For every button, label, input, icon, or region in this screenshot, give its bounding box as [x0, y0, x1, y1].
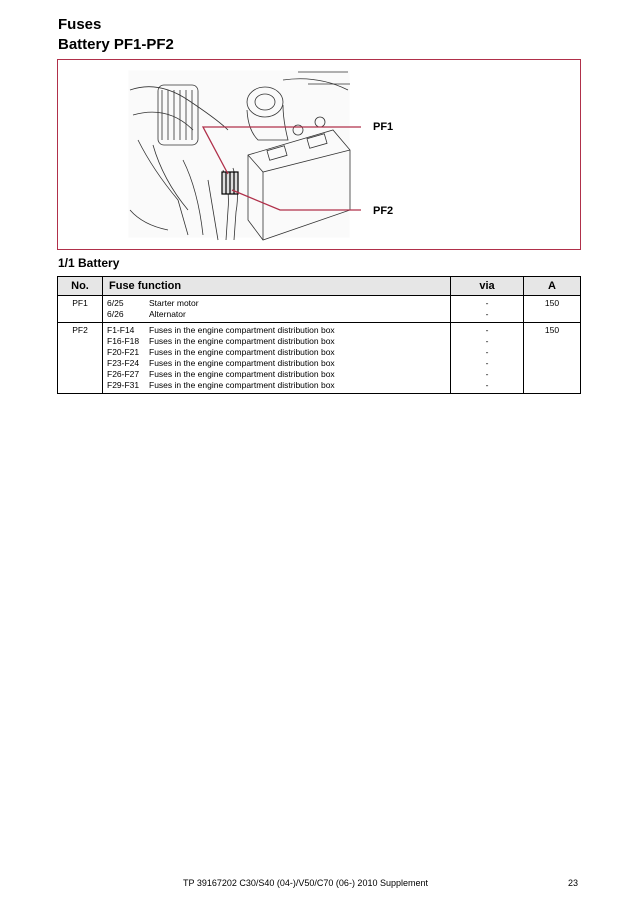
fuse-function: Alternator: [149, 309, 186, 319]
fuse-code: 6/25: [107, 298, 124, 308]
via-value: -: [485, 325, 489, 335]
engine-bay-illustration: [58, 60, 582, 251]
function-line: [107, 369, 446, 380]
via-value: -: [485, 369, 489, 379]
function-line: [107, 325, 446, 336]
callout-pf2: PF2: [373, 205, 394, 217]
via-value: -: [485, 336, 489, 346]
via-cell: [451, 296, 524, 323]
fuse-number: PF2: [58, 323, 103, 394]
page-subtitle: Battery PF1-PF2: [58, 36, 174, 53]
fuse-table: [57, 276, 581, 394]
function-line: [107, 380, 446, 391]
fuse-function-cell: [103, 323, 451, 394]
fuse-number: PF1: [58, 296, 103, 323]
amp-value: 150: [524, 323, 581, 394]
function-line: [107, 336, 446, 347]
fuse-function: Fuses in the engine compartment distribution box: [149, 369, 335, 379]
via-value: -: [485, 309, 489, 319]
fuse-code: F26-F27: [107, 369, 140, 379]
table-row: [58, 323, 581, 394]
fuse-function: Fuses in the engine compartment distribution box: [149, 336, 335, 346]
fuse-function: Fuses in the engine compartment distribution box: [149, 380, 335, 390]
fuse-code: 6/26: [107, 309, 124, 319]
footer-text: TP 39167202 C30/S40 (04-)/V50/C70 (06-) 2010 Supplement: [183, 878, 428, 888]
fuse-function: Fuses in the engine compartment distribution box: [149, 347, 335, 357]
via-value: -: [485, 347, 489, 357]
column-header-amp: A: [524, 277, 581, 296]
fuse-code: F23-F24: [107, 358, 140, 368]
column-header-function: Fuse function: [103, 277, 451, 296]
via-value: -: [485, 298, 489, 308]
section-heading: 1/1 Battery: [58, 256, 120, 270]
engine-bay-figure: [57, 59, 581, 250]
fuse-function-cell: [103, 296, 451, 323]
column-header-via: via: [451, 277, 524, 296]
page-number: 23: [568, 878, 579, 888]
callout-pf1: PF1: [373, 121, 394, 133]
fuse-code: F16-F18: [107, 336, 140, 346]
fuse-function: Fuses in the engine compartment distribution box: [149, 358, 335, 368]
function-line: [107, 347, 446, 358]
via-cell: [451, 323, 524, 394]
fuse-code: F1-F14: [107, 325, 135, 335]
via-value: -: [485, 358, 489, 368]
amp-value: 150: [524, 296, 581, 323]
via-value: -: [485, 380, 489, 390]
table-header-row: [58, 277, 581, 296]
column-header-no: No.: [58, 277, 103, 296]
page-title: Fuses: [58, 16, 102, 33]
function-line: [107, 358, 446, 369]
fuse-function: Starter motor: [149, 298, 199, 308]
fuse-function: Fuses in the engine compartment distribution box: [149, 325, 335, 335]
function-line: [107, 298, 446, 309]
function-line: [107, 309, 446, 320]
fuse-code: F29-F31: [107, 380, 140, 390]
table-row: [58, 296, 581, 323]
fuse-code: F20-F21: [107, 347, 140, 357]
